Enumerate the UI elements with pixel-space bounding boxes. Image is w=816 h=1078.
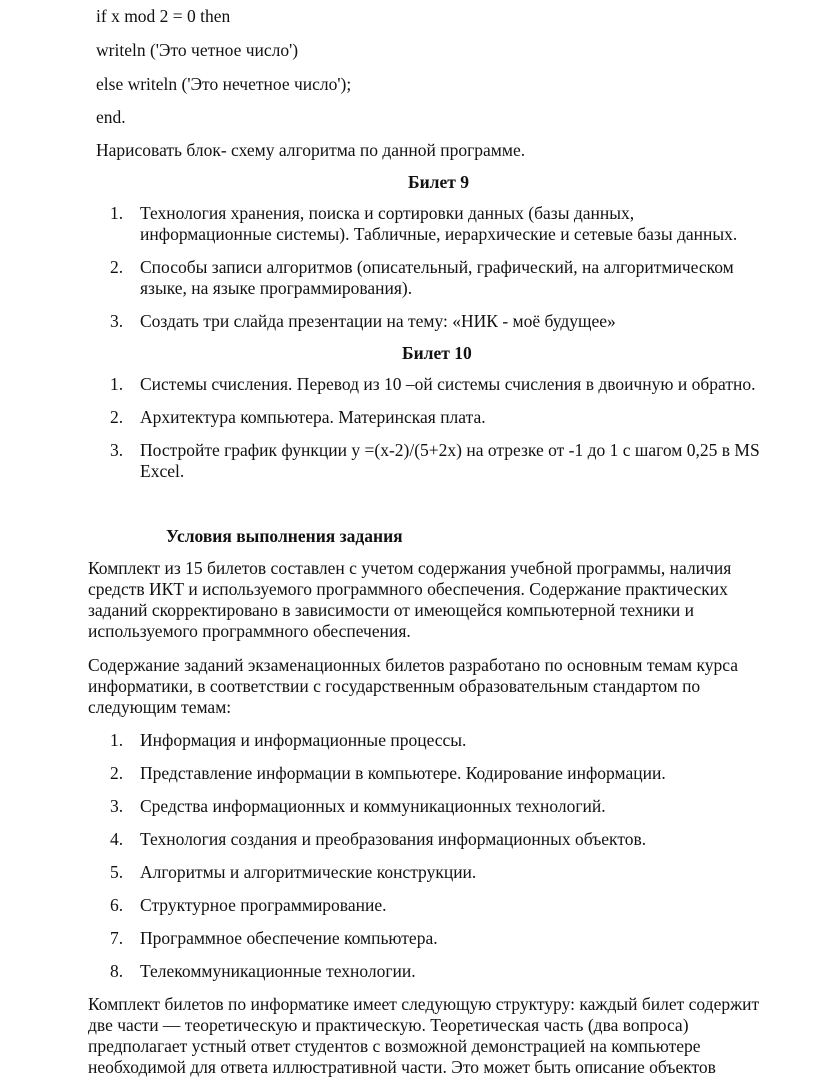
paragraph-line: заданий скорректировано в зависимости от имеющейся компьютерной техники и (88, 600, 694, 620)
list-text: Excel. (140, 461, 185, 481)
paragraph-line: Содержание заданий экзаменационных билетов разработано по основным темам курса (88, 655, 738, 675)
paragraph-line: необходимой для ответа иллюстративной части. Это может быть описание объектов (88, 1057, 716, 1077)
list-text: Создать три слайда презентации на тему: «НИК - моё будущее» (140, 311, 616, 331)
code-line: if x mod 2 = 0 then (96, 6, 231, 26)
paragraph-line: две части — теоретическую и практическую. Теоретическая часть (два вопроса) (88, 1015, 689, 1035)
list-text: Информация и информационные процессы. (140, 730, 467, 750)
list-number: 3. (110, 311, 124, 331)
code-line: else writeln ('Это нечетное число'); (96, 74, 352, 94)
list-number: 8. (110, 961, 124, 981)
ticket-10-title: Билет 10 (402, 343, 472, 363)
paragraph-line: информатики, в соответствии с государственным образовательным стандартом по (88, 676, 701, 696)
code-line: end. (96, 107, 126, 127)
list-text: Алгоритмы и алгоритмические конструкции. (140, 862, 477, 882)
list-text: Способы записи алгоритмов (описательный, графический, на алгоритмическом (140, 257, 734, 277)
list-number: 6. (110, 895, 124, 915)
list-text: Постройте график функции y =(x-2)/(5+2x) на отрезке от -1 до 1 с шагом 0,25 в MS (140, 440, 760, 460)
list-text: Системы счисления. Перевод из 10 –ой системы счисления в двоичную и обратно. (140, 374, 756, 394)
list-text: информационные системы). Табличные, иерархические и сетевые базы данных. (140, 224, 738, 244)
list-text: Программное обеспечение компьютера. (140, 928, 438, 948)
list-text: Средства информационных и коммуникационных технологий. (140, 796, 606, 816)
conditions-title: Условия выполнения задания (166, 526, 403, 546)
list-text: Телекоммуникационные технологии. (140, 961, 416, 981)
paragraph-line: Комплект из 15 билетов составлен с учетом содержания учебной программы, наличия (88, 558, 732, 578)
paragraph-line: Комплект билетов по информатике имеет следующую структуру: каждый билет содержит (88, 994, 760, 1014)
paragraph-line: средств ИКТ и используемого программного обеспечения. Содержание практических (88, 579, 728, 599)
list-number: 1. (110, 203, 124, 223)
list-number: 4. (110, 829, 124, 849)
list-text: языке, на языке программирования). (140, 278, 413, 298)
list-number: 7. (110, 928, 124, 948)
list-number: 3. (110, 440, 124, 460)
list-number: 3. (110, 796, 124, 816)
list-number: 2. (110, 257, 124, 277)
code-line: writeln ('Это четное число') (96, 40, 299, 60)
list-number: 2. (110, 407, 124, 427)
list-text: Технология создания и преобразования информационных объектов. (140, 829, 647, 849)
list-text: Структурное программирование. (140, 895, 387, 915)
task-text: Нарисовать блок- схему алгоритма по данной программе. (96, 140, 526, 160)
list-number: 5. (110, 862, 124, 882)
list-text: Представление информации в компьютере. Кодирование информации. (140, 763, 666, 783)
list-number: 1. (110, 374, 124, 394)
paragraph-line: следующим темам: (88, 697, 232, 717)
list-number: 1. (110, 730, 124, 750)
list-text: Технология хранения, поиска и сортировки данных (базы данных, (140, 203, 635, 223)
ticket-9-title: Билет 9 (408, 172, 469, 192)
list-text: Архитектура компьютера. Материнская плата. (140, 407, 486, 427)
paragraph-line: используемого программного обеспечения. (88, 621, 411, 641)
paragraph-line: предполагает устный ответ студентов с возможной демонстрацией на компьютере (88, 1036, 701, 1056)
list-number: 2. (110, 763, 124, 783)
